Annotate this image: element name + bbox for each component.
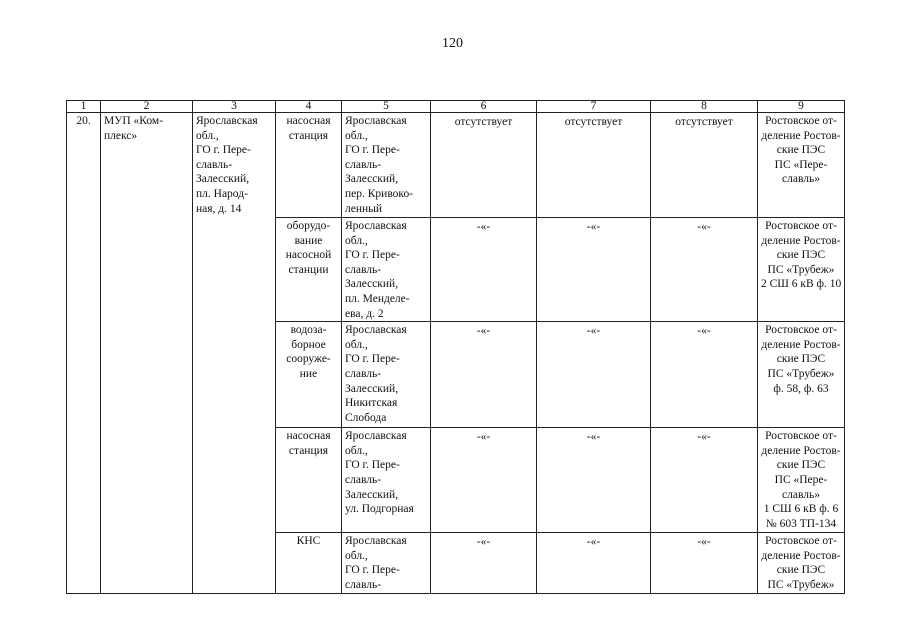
col7-value: -«- xyxy=(586,431,601,444)
location-line: обл., xyxy=(345,338,368,351)
location-line: Залесский, xyxy=(345,278,399,291)
location-line: обл., xyxy=(345,129,368,142)
power-supply-line: ские ПЭС xyxy=(776,249,826,262)
address-line: пл. Народ- xyxy=(196,187,248,200)
object-line: борное xyxy=(291,338,326,351)
location-line: Ярославская xyxy=(345,430,407,443)
object-line: сооруже- xyxy=(286,353,331,366)
object-cell xyxy=(276,533,342,593)
object-line: вание xyxy=(294,234,323,247)
power-supply-line: ПС «Пере- xyxy=(774,473,828,486)
address-line: ная, д. 14 xyxy=(196,202,242,215)
location-line: славль- xyxy=(345,367,382,380)
power-supply-line: ф. 58, ф. 63 xyxy=(773,382,829,395)
object-line: водоза- xyxy=(290,324,327,337)
col6-cell xyxy=(431,533,537,593)
power-supply-line: деление Ростов- xyxy=(761,549,841,562)
object-cell xyxy=(276,322,342,428)
organization-line: плекс» xyxy=(104,129,138,142)
col8-cell xyxy=(651,113,758,218)
location-cell xyxy=(342,218,431,322)
address-line: Ярославская xyxy=(196,115,258,127)
location-line: ГО г. Пере- xyxy=(345,459,400,472)
col6-value: -«- xyxy=(476,221,491,233)
power-supply-line: ские ПЭС xyxy=(776,353,826,366)
power-supply-cell xyxy=(758,218,845,322)
location-line: славль- xyxy=(345,158,382,171)
location-line: Залесский, xyxy=(345,488,399,501)
location-line: обл., xyxy=(345,444,368,457)
col7-cell xyxy=(537,218,651,322)
data-table xyxy=(66,100,845,594)
power-supply-line: Ростовское от- xyxy=(765,430,837,443)
col6-value: -«- xyxy=(476,536,491,549)
object-cell xyxy=(276,218,342,322)
power-supply-line: деление Ростов- xyxy=(761,129,841,142)
column-number: 4 xyxy=(276,101,342,113)
col8-value: -«- xyxy=(697,221,711,233)
column-number: 3 xyxy=(193,101,276,113)
power-supply-line: деление Ростов- xyxy=(761,234,841,247)
organization-line: МУП «Ком- xyxy=(104,115,164,127)
address-cell xyxy=(193,113,276,594)
power-supply-line: 2 СШ 6 кВ ф. 10 xyxy=(761,278,842,291)
col6-value: -«- xyxy=(476,325,491,338)
power-supply-line: деление Ростов- xyxy=(761,338,841,351)
power-supply-line: Ростовское от- xyxy=(765,115,837,127)
location-line: ГО г. Пере- xyxy=(345,353,400,366)
power-supply-line: ские ПЭС xyxy=(776,564,826,577)
col8-cell xyxy=(651,533,758,593)
object-line: станции xyxy=(288,263,329,276)
col7-cell xyxy=(537,428,651,533)
col6-cell xyxy=(431,428,537,533)
power-supply-line: ские ПЭС xyxy=(776,459,826,472)
location-line: Никитская xyxy=(345,397,398,410)
col6-value: отсутствует xyxy=(454,116,513,128)
address-line: обл., xyxy=(196,129,219,142)
col6-cell xyxy=(431,218,537,322)
location-line: Слобода xyxy=(345,411,387,424)
column-number: 9 xyxy=(758,101,845,113)
object-line: ние xyxy=(299,367,318,380)
object-line: станция xyxy=(288,444,329,457)
power-supply-line: ПС «Трубеж» xyxy=(767,578,835,591)
col8-value: отсутствует xyxy=(675,116,733,128)
location-line: пер. Кривоко- xyxy=(345,187,414,200)
power-supply-line: славль» xyxy=(782,488,820,501)
power-supply-line: деление Ростов- xyxy=(761,444,841,457)
col8-value: -«- xyxy=(697,536,711,549)
location-line: славль- xyxy=(345,263,382,276)
address-line: Залесский, xyxy=(196,173,250,186)
object-line: оборудо- xyxy=(286,220,331,232)
address-line: славль- xyxy=(196,158,233,171)
object-line: станция xyxy=(288,129,329,142)
col8-cell xyxy=(651,322,758,428)
power-supply-line: 1 СШ 6 кВ ф. 6 xyxy=(763,503,839,516)
power-supply-cell xyxy=(758,428,845,533)
location-line: Залесский, xyxy=(345,382,399,395)
power-supply-line: ские ПЭС xyxy=(776,144,826,157)
col7-value: -«- xyxy=(586,221,601,233)
power-supply-line: Ростовское от- xyxy=(765,324,837,337)
column-number: 6 xyxy=(431,101,537,113)
location-line: славль- xyxy=(345,578,382,591)
object-line: насосная xyxy=(286,115,331,127)
location-line: Ярославская xyxy=(345,324,407,337)
location-line: обл., xyxy=(345,234,368,247)
col6-value: -«- xyxy=(476,431,491,444)
location-line: Ярославская xyxy=(345,535,407,548)
column-number: 1 xyxy=(67,101,101,113)
power-supply-cell xyxy=(758,533,845,593)
location-line: Ярославская xyxy=(345,220,407,232)
location-line: ева, д. 2 xyxy=(345,307,384,320)
location-line: ленный xyxy=(345,202,383,215)
power-supply-line: Ростовское от- xyxy=(765,220,837,232)
object-line: насосная xyxy=(286,430,331,443)
column-number: 8 xyxy=(651,101,758,113)
location-line: славль- xyxy=(345,473,382,486)
power-supply-line: ПС «Трубеж» xyxy=(767,263,835,276)
column-number: 2 xyxy=(101,101,193,113)
address-line: ГО г. Пере- xyxy=(196,144,251,157)
location-line: ГО г. Пере- xyxy=(345,144,400,157)
object-cell xyxy=(276,113,342,218)
location-cell xyxy=(342,533,431,593)
organization-cell xyxy=(101,113,193,594)
location-line: пл. Менделе- xyxy=(345,292,410,305)
column-number: 5 xyxy=(342,101,431,113)
column-number: 7 xyxy=(537,101,651,113)
location-line: ГО г. Пере- xyxy=(345,564,400,577)
location-line: Ярославская xyxy=(345,115,407,127)
power-supply-line: Ростовское от- xyxy=(765,535,837,548)
object-line: насосной xyxy=(285,249,332,262)
col8-value: -«- xyxy=(697,325,711,338)
col6-cell xyxy=(431,113,537,218)
col7-cell xyxy=(537,533,651,593)
location-cell xyxy=(342,113,431,218)
power-supply-line: № 603 ТП-134 xyxy=(765,517,837,530)
col7-cell xyxy=(537,322,651,428)
page-number: 120 xyxy=(442,36,463,51)
location-line: обл., xyxy=(345,549,368,562)
entry-number: 20. xyxy=(76,115,91,127)
location-cell xyxy=(342,428,431,533)
col8-cell xyxy=(651,218,758,322)
entry-number-cell xyxy=(67,113,101,594)
location-cell xyxy=(342,322,431,428)
col7-value: -«- xyxy=(586,325,601,338)
col7-value: -«- xyxy=(586,536,601,549)
power-supply-line: ПС «Трубеж» xyxy=(767,367,835,380)
col6-cell xyxy=(431,322,537,428)
power-supply-line: ПС «Пере- xyxy=(774,158,828,171)
location-line: ул. Подгорная xyxy=(345,503,414,516)
col8-value: -«- xyxy=(697,431,711,444)
power-supply-line: славль» xyxy=(782,173,820,186)
column-number-row xyxy=(67,101,845,113)
object-cell xyxy=(276,428,342,533)
col8-cell xyxy=(651,428,758,533)
col7-cell xyxy=(537,113,651,218)
power-supply-cell xyxy=(758,322,845,428)
power-supply-cell xyxy=(758,113,845,218)
object-line: КНС xyxy=(296,535,321,548)
location-line: Залесский, xyxy=(345,173,399,186)
table-row xyxy=(67,113,845,218)
location-line: ГО г. Пере- xyxy=(345,249,400,262)
col7-value: отсутствует xyxy=(564,116,623,128)
